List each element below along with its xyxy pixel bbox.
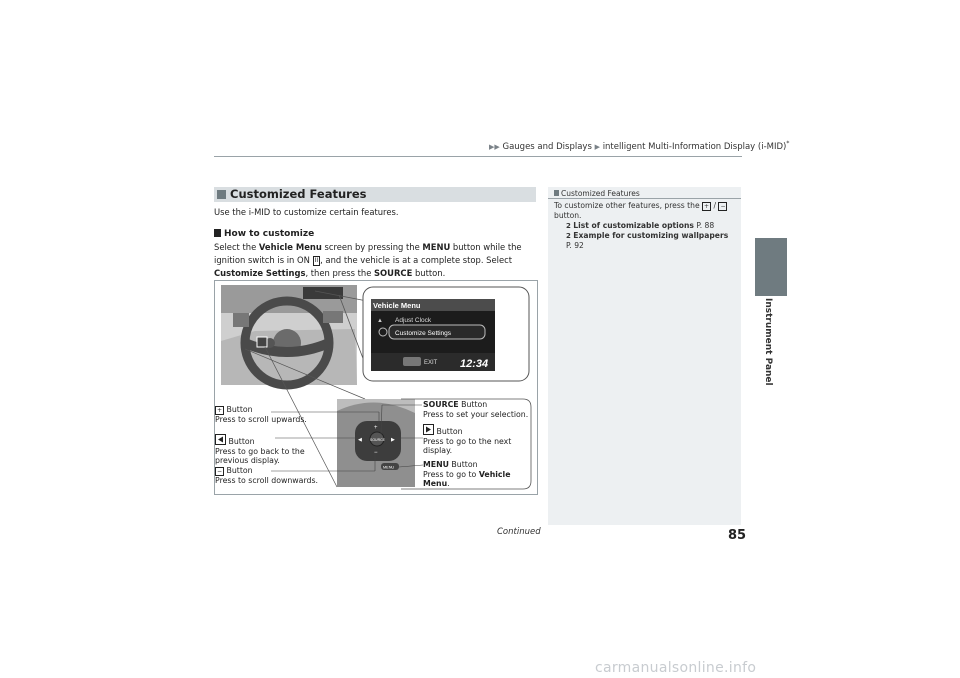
screen-title: Vehicle Menu (373, 301, 421, 310)
callout-menu: MENU Button Press to go to Vehicle Menu. (423, 460, 511, 488)
minus-button-icon: − (720, 203, 726, 210)
ref-wallpapers[interactable]: 2 Example for customizing wallpapers P. 92 (566, 231, 729, 250)
instruction-paragraph: Select the Vehicle Menu screen by pressing the MENU button while the ignition switch is in ON II , and the vehicle is at a complete stop. Select Customize Settings, then press the SOURCE button. (214, 242, 522, 278)
watermark: carmanualsonline.info (595, 660, 757, 676)
note-marker-icon (554, 190, 559, 196)
callout-left: Button Press to go back to the previous display. (215, 434, 305, 466)
screen-up-icon: ▲ (377, 318, 383, 324)
breadcrumb-asterisk: * (786, 140, 790, 147)
sidebar-rule (548, 198, 741, 199)
plus-button-icon: + (704, 203, 710, 210)
wheel-plus-label: + (374, 425, 378, 431)
callout-minus: − Button Press to scroll downwards. (215, 466, 319, 485)
wheel-right-arrow-icon: ▶ (391, 437, 395, 443)
howto-heading: How to customize (214, 228, 314, 241)
ignition-key-icon: II (314, 257, 319, 264)
header-rule (214, 156, 742, 157)
wheel-menu-label: MENU (383, 465, 395, 470)
section-square-icon (217, 190, 226, 199)
callout-source: SOURCE Button Press to set your selection. (423, 400, 529, 419)
callout-right: Button Press to go to the next display. (423, 424, 511, 456)
section-header (214, 187, 536, 202)
ref-customizable-options[interactable]: 2 List of customizable options P. 88 (566, 221, 715, 230)
intro-text: Use the i-MID to customize certain features. (214, 207, 399, 217)
chapter-label: Instrument Panel (763, 298, 773, 386)
callout-plus: + Button Press to scroll upwards. (215, 405, 307, 424)
plus-button-icon: + (216, 407, 223, 414)
screen-exit-label: EXIT (424, 360, 438, 366)
screen-item-adjust-clock: Adjust Clock (395, 317, 432, 324)
breadcrumb-item-gauges: Gauges and Displays (502, 141, 592, 152)
reference-arrow-icon: 2 (566, 222, 571, 230)
chapter-tab (755, 238, 787, 296)
subheading-square-icon (214, 229, 221, 237)
breadcrumb-arrow-icon: ▶ (594, 142, 600, 151)
wheel-left-arrow-icon: ◀ (358, 437, 362, 443)
section-title: Customized Features (230, 187, 367, 201)
breadcrumb-item-imid: intelligent Multi-Information Display (i-MID) (602, 141, 787, 152)
wheel-minus-label: − (374, 450, 378, 456)
reference-arrow-icon: 2 (566, 232, 571, 240)
breadcrumb (489, 140, 789, 152)
breadcrumb-arrow-icon: ▶▶ (489, 142, 500, 151)
continued-label: Continued (497, 527, 541, 537)
left-arrow-button-icon (215, 434, 226, 445)
sidebar-body: To customize other features, press the + / − button. 2 List of customizable options P. 88 2 Example for customizing wallpapers P. 92 (554, 201, 734, 251)
right-arrow-button-icon (423, 424, 434, 435)
minus-button-icon: − (216, 468, 223, 475)
page-number: 85 (728, 528, 747, 543)
illustration-frame (214, 280, 538, 495)
screen-item-customize-settings: Customize Settings (395, 330, 451, 337)
screen-clock: 12:34 (460, 358, 489, 370)
wheel-source-label: SOURCE (370, 438, 385, 442)
